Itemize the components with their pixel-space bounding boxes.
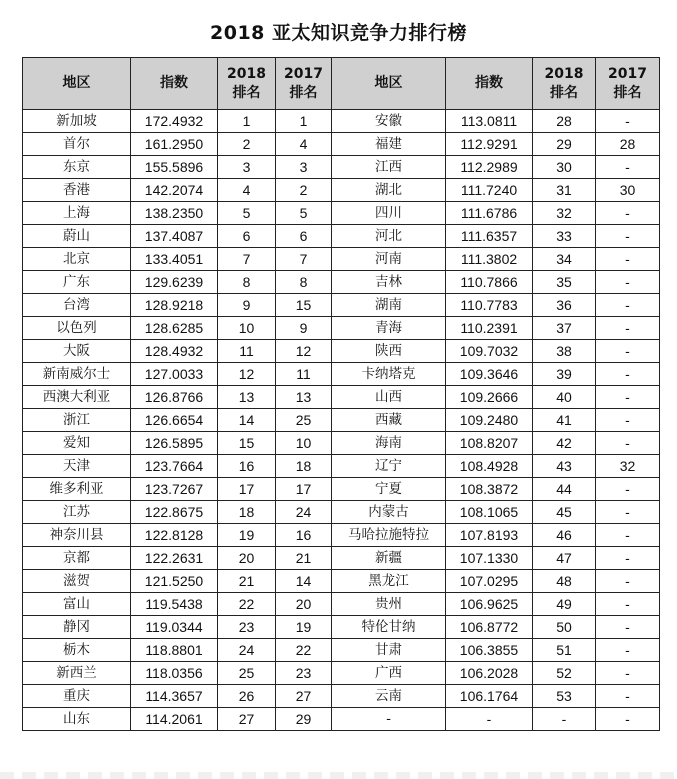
- cell-rank-2018: 21: [218, 570, 276, 593]
- cell-rank-2017: 3: [276, 156, 332, 179]
- cell-region: 维多利亚: [23, 478, 131, 501]
- table-row: [23, 616, 660, 639]
- cell-region: 广西: [332, 662, 446, 685]
- cell-rank-2018: 52: [533, 662, 596, 685]
- table-row: [23, 386, 660, 409]
- cell-rank-2017: -: [596, 248, 660, 271]
- cell-rank-2017: -: [596, 409, 660, 432]
- cell-rank-2018: 40: [533, 386, 596, 409]
- cell-index: 111.7240: [446, 179, 533, 202]
- cell-rank-2017: 8: [276, 271, 332, 294]
- cell-index: 118.0356: [131, 662, 218, 685]
- header-index: 指数: [446, 58, 533, 110]
- cell-index: 119.5438: [131, 593, 218, 616]
- cell-index: 110.2391: [446, 317, 533, 340]
- cell-rank-2017: 12: [276, 340, 332, 363]
- cell-rank-2017: -: [596, 432, 660, 455]
- cell-rank-2018: 45: [533, 501, 596, 524]
- cell-rank-2018: 14: [218, 409, 276, 432]
- cell-index: 108.4928: [446, 455, 533, 478]
- cell-rank-2018: 39: [533, 363, 596, 386]
- cell-region: 河南: [332, 248, 446, 271]
- cell-rank-2018: 47: [533, 547, 596, 570]
- cell-region: 江西: [332, 156, 446, 179]
- ranking-table: [22, 57, 660, 731]
- cell-rank-2018: 7: [218, 248, 276, 271]
- cell-region: 东京: [23, 156, 131, 179]
- table-row: [23, 202, 660, 225]
- table-row: [23, 271, 660, 294]
- cell-rank-2017: 17: [276, 478, 332, 501]
- table-row: [23, 363, 660, 386]
- cell-index: 106.2028: [446, 662, 533, 685]
- cell-rank-2017: -: [596, 156, 660, 179]
- cell-rank-2018: 42: [533, 432, 596, 455]
- cell-rank-2017: -: [596, 386, 660, 409]
- cell-region: 香港: [23, 179, 131, 202]
- cell-region: 蔚山: [23, 225, 131, 248]
- cell-index: 111.6786: [446, 202, 533, 225]
- cell-region: 黑龙江: [332, 570, 446, 593]
- cell-rank-2018: 1: [218, 110, 276, 133]
- cell-rank-2018: 22: [218, 593, 276, 616]
- cell-region: 贵州: [332, 593, 446, 616]
- cell-index: 110.7783: [446, 294, 533, 317]
- cell-index: 113.0811: [446, 110, 533, 133]
- cell-index: 108.3872: [446, 478, 533, 501]
- cell-rank-2017: 10: [276, 432, 332, 455]
- cell-region: 山东: [23, 708, 131, 731]
- cell-rank-2018: 10: [218, 317, 276, 340]
- cell-rank-2017: 19: [276, 616, 332, 639]
- cell-rank-2017: 18: [276, 455, 332, 478]
- cell-region: 新南威尔士: [23, 363, 131, 386]
- cell-region: 富山: [23, 593, 131, 616]
- table-row: [23, 685, 660, 708]
- cell-rank-2018: 50: [533, 616, 596, 639]
- page-title: 2018 亚太知识竞争力排行榜: [210, 22, 467, 44]
- table-row: [23, 110, 660, 133]
- table-row: [23, 708, 660, 731]
- cell-rank-2017: 21: [276, 547, 332, 570]
- cell-rank-2017: -: [596, 662, 660, 685]
- cell-region: 西澳大利亚: [23, 386, 131, 409]
- cell-rank-2017: 30: [596, 179, 660, 202]
- cell-rank-2017: -: [596, 271, 660, 294]
- header-region: 地区: [23, 58, 131, 110]
- cell-index: 111.6357: [446, 225, 533, 248]
- cell-region: 新疆: [332, 547, 446, 570]
- cell-region: 西藏: [332, 409, 446, 432]
- cell-rank-2018: 33: [533, 225, 596, 248]
- cell-region: 京都: [23, 547, 131, 570]
- cell-index: 107.1330: [446, 547, 533, 570]
- cell-region: 青海: [332, 317, 446, 340]
- table-row: [23, 225, 660, 248]
- cell-index: 128.9218: [131, 294, 218, 317]
- table-row: [23, 593, 660, 616]
- cell-index: 127.0033: [131, 363, 218, 386]
- cell-index: 109.2666: [446, 386, 533, 409]
- cell-rank-2017: 5: [276, 202, 332, 225]
- table-row: [23, 248, 660, 271]
- cell-rank-2018: 6: [218, 225, 276, 248]
- cell-region: 辽宁: [332, 455, 446, 478]
- cell-region: 湖南: [332, 294, 446, 317]
- cell-region: 云南: [332, 685, 446, 708]
- cell-rank-2017: 15: [276, 294, 332, 317]
- cell-region: 栃木: [23, 639, 131, 662]
- table-header-row: [23, 58, 660, 110]
- cell-region: 马哈拉施特拉: [332, 524, 446, 547]
- cell-rank-2017: -: [596, 685, 660, 708]
- cell-rank-2018: 9: [218, 294, 276, 317]
- cell-rank-2017: 20: [276, 593, 332, 616]
- cell-rank-2018: 31: [533, 179, 596, 202]
- cell-region: 台湾: [23, 294, 131, 317]
- header-rank-2017: 2017 排名: [596, 58, 660, 110]
- cell-rank-2017: -: [596, 478, 660, 501]
- cell-index: 126.5895: [131, 432, 218, 455]
- cell-region: 天津: [23, 455, 131, 478]
- cell-region: 陕西: [332, 340, 446, 363]
- cell-rank-2017: 14: [276, 570, 332, 593]
- cell-rank-2018: 5: [218, 202, 276, 225]
- cell-rank-2018: 25: [218, 662, 276, 685]
- table-body: [23, 110, 660, 731]
- header-rank-2018: 2018 排名: [218, 58, 276, 110]
- cell-rank-2018: 15: [218, 432, 276, 455]
- cell-region: 广东: [23, 271, 131, 294]
- cell-region: 上海: [23, 202, 131, 225]
- cell-rank-2018: 37: [533, 317, 596, 340]
- cell-rank-2017: 29: [276, 708, 332, 731]
- cell-region: 福建: [332, 133, 446, 156]
- cell-region: 湖北: [332, 179, 446, 202]
- cell-rank-2017: 28: [596, 133, 660, 156]
- cell-region: 重庆: [23, 685, 131, 708]
- cell-index: 109.2480: [446, 409, 533, 432]
- cell-index: 122.8128: [131, 524, 218, 547]
- cell-rank-2017: -: [596, 294, 660, 317]
- cell-rank-2018: 51: [533, 639, 596, 662]
- cell-region: -: [332, 708, 446, 731]
- cell-index: 108.8207: [446, 432, 533, 455]
- cell-region: 静冈: [23, 616, 131, 639]
- cell-rank-2018: 2: [218, 133, 276, 156]
- cell-rank-2018: 27: [218, 708, 276, 731]
- table-row: [23, 294, 660, 317]
- cell-rank-2018: 38: [533, 340, 596, 363]
- table-row: [23, 317, 660, 340]
- cell-rank-2017: -: [596, 317, 660, 340]
- cell-index: 138.2350: [131, 202, 218, 225]
- cell-rank-2018: 53: [533, 685, 596, 708]
- cell-rank-2017: -: [596, 639, 660, 662]
- header-rank-2018: 2018 排名: [533, 58, 596, 110]
- cell-region: 新加坡: [23, 110, 131, 133]
- cell-region: 海南: [332, 432, 446, 455]
- cell-rank-2017: 1: [276, 110, 332, 133]
- cell-index: 109.7032: [446, 340, 533, 363]
- cell-region: 山西: [332, 386, 446, 409]
- table-row: [23, 662, 660, 685]
- table-row: [23, 547, 660, 570]
- cell-index: 142.2074: [131, 179, 218, 202]
- cell-rank-2018: 17: [218, 478, 276, 501]
- cell-rank-2018: 48: [533, 570, 596, 593]
- cell-rank-2018: 41: [533, 409, 596, 432]
- cell-rank-2017: 22: [276, 639, 332, 662]
- cell-index: 161.2950: [131, 133, 218, 156]
- cell-rank-2017: -: [596, 616, 660, 639]
- cell-index: 106.3855: [446, 639, 533, 662]
- table-row: [23, 133, 660, 156]
- cell-index: 123.7267: [131, 478, 218, 501]
- cell-index: 108.1065: [446, 501, 533, 524]
- cell-rank-2018: 46: [533, 524, 596, 547]
- cell-index: 110.7866: [446, 271, 533, 294]
- cell-rank-2017: -: [596, 708, 660, 731]
- cell-rank-2017: 4: [276, 133, 332, 156]
- header-region: 地区: [332, 58, 446, 110]
- cell-index: 128.6285: [131, 317, 218, 340]
- table-row: [23, 340, 660, 363]
- cell-region: 卡纳塔克: [332, 363, 446, 386]
- cell-rank-2017: 24: [276, 501, 332, 524]
- cell-rank-2018: 32: [533, 202, 596, 225]
- cell-index: 114.2061: [131, 708, 218, 731]
- cropped-footer-text: [0, 772, 677, 779]
- table-row: [23, 455, 660, 478]
- cell-rank-2018: 12: [218, 363, 276, 386]
- cell-index: 106.9625: [446, 593, 533, 616]
- cell-region: 河北: [332, 225, 446, 248]
- table-row: [23, 478, 660, 501]
- cell-rank-2018: 35: [533, 271, 596, 294]
- table-row: [23, 179, 660, 202]
- cell-index: 109.3646: [446, 363, 533, 386]
- table-row: [23, 432, 660, 455]
- cell-rank-2018: 30: [533, 156, 596, 179]
- cell-region: 四川: [332, 202, 446, 225]
- cell-rank-2018: 34: [533, 248, 596, 271]
- cell-rank-2018: 20: [218, 547, 276, 570]
- cell-index: 106.8772: [446, 616, 533, 639]
- cell-rank-2018: 13: [218, 386, 276, 409]
- cell-index: 107.0295: [446, 570, 533, 593]
- cell-region: 浙江: [23, 409, 131, 432]
- cell-rank-2017: -: [596, 363, 660, 386]
- cell-rank-2017: 32: [596, 455, 660, 478]
- cell-rank-2017: 25: [276, 409, 332, 432]
- cell-rank-2017: 9: [276, 317, 332, 340]
- cell-index: 106.1764: [446, 685, 533, 708]
- cell-index: 114.3657: [131, 685, 218, 708]
- cell-rank-2017: 23: [276, 662, 332, 685]
- cell-rank-2017: 6: [276, 225, 332, 248]
- cell-index: 107.8193: [446, 524, 533, 547]
- cell-region: 以色列: [23, 317, 131, 340]
- cell-region: 特伦甘纳: [332, 616, 446, 639]
- cell-index: 172.4932: [131, 110, 218, 133]
- cell-rank-2017: -: [596, 225, 660, 248]
- cell-region: 安徽: [332, 110, 446, 133]
- cell-rank-2017: -: [596, 593, 660, 616]
- cell-index: 112.2989: [446, 156, 533, 179]
- cell-rank-2018: 23: [218, 616, 276, 639]
- cell-index: 121.5250: [131, 570, 218, 593]
- cell-rank-2018: 16: [218, 455, 276, 478]
- cell-rank-2018: 11: [218, 340, 276, 363]
- cell-region: 大阪: [23, 340, 131, 363]
- cell-region: 滋贺: [23, 570, 131, 593]
- cell-rank-2018: 8: [218, 271, 276, 294]
- cell-index: 119.0344: [131, 616, 218, 639]
- cell-rank-2017: 11: [276, 363, 332, 386]
- cell-index: 137.4087: [131, 225, 218, 248]
- cell-rank-2018: 4: [218, 179, 276, 202]
- table-row: [23, 409, 660, 432]
- cell-rank-2017: 13: [276, 386, 332, 409]
- cell-rank-2017: 16: [276, 524, 332, 547]
- cell-rank-2018: 29: [533, 133, 596, 156]
- cell-rank-2018: 18: [218, 501, 276, 524]
- cell-region: 吉林: [332, 271, 446, 294]
- cell-rank-2018: 44: [533, 478, 596, 501]
- cell-rank-2017: 7: [276, 248, 332, 271]
- header-rank-2017: 2017 排名: [276, 58, 332, 110]
- table-row: [23, 570, 660, 593]
- cell-rank-2017: -: [596, 202, 660, 225]
- cell-index: 122.8675: [131, 501, 218, 524]
- cell-rank-2017: -: [596, 570, 660, 593]
- cell-rank-2018: 28: [533, 110, 596, 133]
- cell-index: 118.8801: [131, 639, 218, 662]
- cell-index: 129.6239: [131, 271, 218, 294]
- cell-rank-2018: 24: [218, 639, 276, 662]
- cell-region: 宁夏: [332, 478, 446, 501]
- table-row: [23, 524, 660, 547]
- cell-index: -: [446, 708, 533, 731]
- cell-rank-2017: -: [596, 340, 660, 363]
- cell-index: 123.7664: [131, 455, 218, 478]
- cell-region: 江苏: [23, 501, 131, 524]
- cell-index: 111.3802: [446, 248, 533, 271]
- cell-region: 爱知: [23, 432, 131, 455]
- cell-index: 155.5896: [131, 156, 218, 179]
- cell-rank-2018: 3: [218, 156, 276, 179]
- cell-region: 神奈川县: [23, 524, 131, 547]
- cell-region: 首尔: [23, 133, 131, 156]
- cell-index: 133.4051: [131, 248, 218, 271]
- cell-rank-2017: -: [596, 501, 660, 524]
- cell-index: 126.6654: [131, 409, 218, 432]
- cell-index: 126.8766: [131, 386, 218, 409]
- cell-index: 112.9291: [446, 133, 533, 156]
- cell-rank-2017: -: [596, 110, 660, 133]
- cell-rank-2017: -: [596, 547, 660, 570]
- table-row: [23, 156, 660, 179]
- table-row: [23, 501, 660, 524]
- cell-rank-2017: 27: [276, 685, 332, 708]
- cell-rank-2018: -: [533, 708, 596, 731]
- cell-region: 北京: [23, 248, 131, 271]
- cell-index: 122.2631: [131, 547, 218, 570]
- header-index: 指数: [131, 58, 218, 110]
- cell-rank-2018: 43: [533, 455, 596, 478]
- cell-region: 新西兰: [23, 662, 131, 685]
- cell-rank-2018: 49: [533, 593, 596, 616]
- cell-region: 内蒙古: [332, 501, 446, 524]
- cell-rank-2018: 19: [218, 524, 276, 547]
- cell-rank-2018: 36: [533, 294, 596, 317]
- cell-rank-2018: 26: [218, 685, 276, 708]
- cell-index: 128.4932: [131, 340, 218, 363]
- cell-rank-2017: 2: [276, 179, 332, 202]
- cell-region: 甘肃: [332, 639, 446, 662]
- cell-rank-2017: -: [596, 524, 660, 547]
- table-row: [23, 639, 660, 662]
